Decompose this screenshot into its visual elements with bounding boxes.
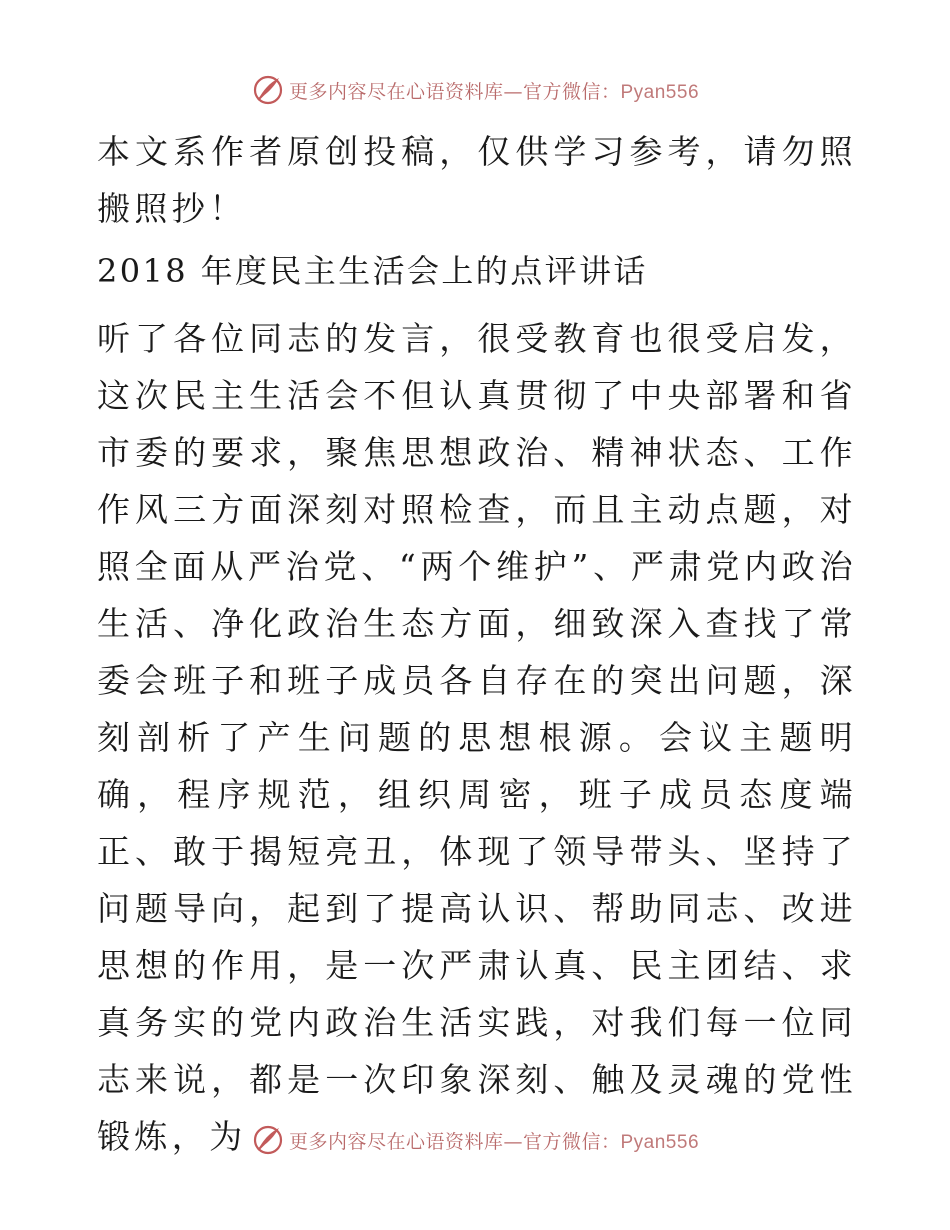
document-body — [97, 123, 857, 1165]
banner-site-name: 更多内容尽在心语资料库 — [288, 80, 504, 103]
feather-pen-logo-icon — [251, 1123, 285, 1157]
feather-pen-logo-icon — [251, 73, 285, 107]
banner-separator: — — [503, 80, 523, 103]
header-banner — [0, 70, 950, 110]
body-paragraph: 听了各位同志的发言，很受教育也很受启发，这次民主生活会不但认真贯彻了中央部署和省市委的要求，聚焦思想政治、精神状态、工作作风三方面深刻对照检查，而且主动点题，对照全面从严治党、“两个维护”、严肃党内政治生活、净化政治生态方面，细致深入查找了常委会班子和班子成员各自存在的突出问题，深刻剖析了产生问题的思想根源。会议主题明确，程序规范，组织周密，班子成员态度端正、敢于揭短亮丑，体现了领导带头、坚持了问题导向，起到了提高认识、帮助同志、改进思想的作用，是一次严肃认真、民主团结、求真务实的党内政治生活实践，对我们每一位同志来说，都是一次印象深刻、触及灵魂的党性锻炼，为 — [97, 319, 857, 1156]
banner-text — [289, 1127, 699, 1154]
copyright-notice: 本文系作者原创投稿，仅供学习参考，请勿照搬照抄！ — [97, 132, 857, 228]
footer-banner — [0, 1120, 950, 1160]
banner-wechat-label: 官方微信： — [522, 80, 621, 103]
banner-text — [289, 77, 699, 104]
banner-wechat-id: Pyan556 — [620, 81, 700, 103]
banner-separator: — — [503, 1130, 523, 1153]
document-title: 2018 年度民主生活会上的点评讲话 — [97, 252, 648, 290]
banner-wechat-label: 官方微信： — [522, 1130, 621, 1153]
banner-site-name: 更多内容尽在心语资料库 — [288, 1130, 504, 1153]
banner-wechat-id: Pyan556 — [620, 1131, 700, 1153]
